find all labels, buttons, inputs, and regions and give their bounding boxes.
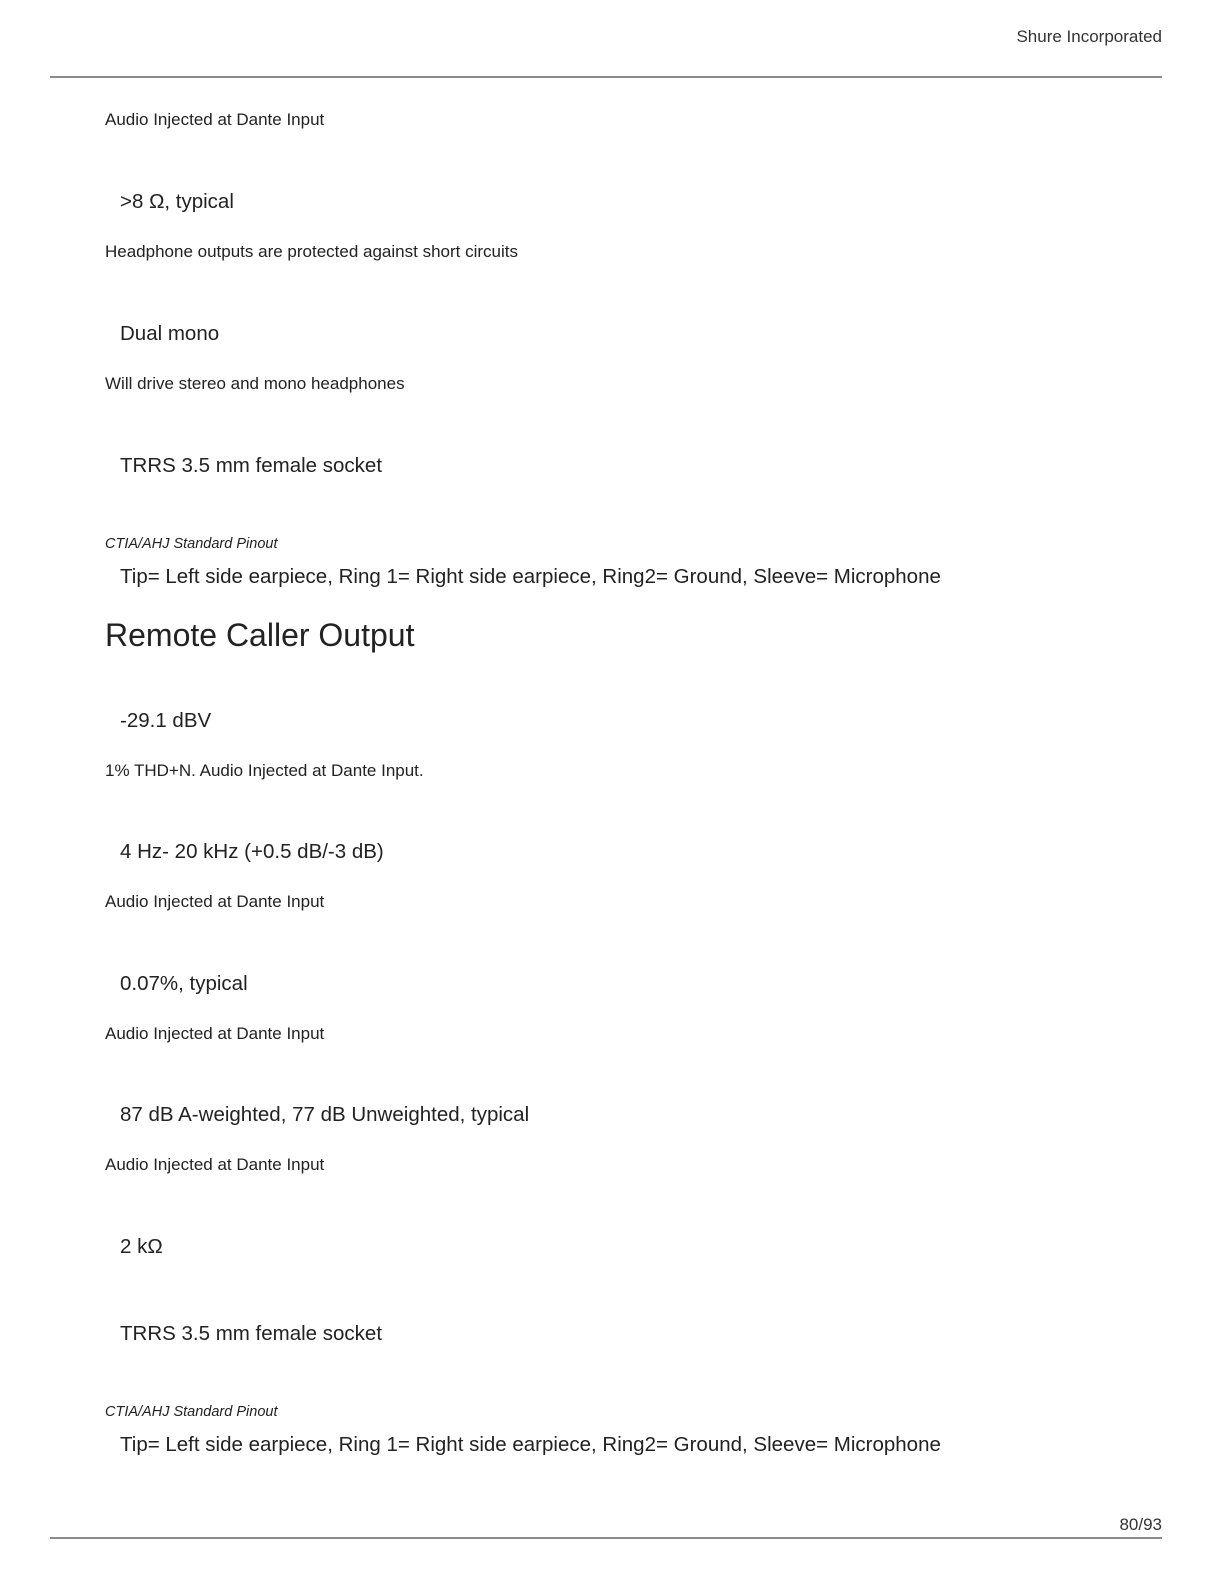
headphone-configuration-value: Dual mono	[120, 322, 220, 345]
output-pinout-value: Tip= Left side earpiece, Ring 1= Right side earpiece, Ring2= Ground, Sleeve= Microphone	[120, 1433, 941, 1456]
frequency-response-value: 4 Hz- 20 kHz (+0.5 dB/-3 dB)	[120, 840, 384, 863]
headphone-impedance-value: >8 Ω, typical	[120, 190, 234, 213]
dynamic-range-value: 87 dB A-weighted, 77 dB Unweighted, typical	[120, 1103, 530, 1126]
headphone-pinout-value: Tip= Left side earpiece, Ring 1= Right side earpiece, Ring2= Ground, Sleeve= Microphone	[120, 565, 941, 588]
header-divider	[50, 76, 1162, 78]
thd-note: Audio Injected at Dante Input	[105, 1024, 325, 1043]
dynamic-range-note: Audio Injected at Dante Input	[105, 1155, 325, 1174]
headphone-impedance-note: Headphone outputs are protected against short circuits	[105, 242, 518, 261]
page-number: 80/93	[1119, 1515, 1162, 1534]
headphone-configuration-note: Will drive stereo and mono headphones	[105, 374, 405, 393]
footer-divider	[50, 1537, 1162, 1539]
max-output-level-note: 1% THD+N. Audio Injected at Dante Input.	[105, 761, 424, 780]
thd-value: 0.07%, typical	[120, 972, 248, 995]
frequency-response-note: Audio Injected at Dante Input	[105, 110, 325, 129]
remote-caller-output-heading: Remote Caller Output	[105, 617, 415, 653]
output-connector-value: TRRS 3.5 mm female socket	[120, 1322, 383, 1345]
frequency-response-note-2: Audio Injected at Dante Input	[105, 892, 325, 911]
output-impedance-value: 2 kΩ	[120, 1235, 163, 1258]
output-pinout-label: CTIA/AHJ Standard Pinout	[105, 1404, 278, 1420]
headphone-pinout-label: CTIA/AHJ Standard Pinout	[105, 536, 278, 552]
max-output-level-value: -29.1 dBV	[120, 709, 212, 732]
header-company-name: Shure Incorporated	[1016, 27, 1162, 46]
headphone-connector-value: TRRS 3.5 mm female socket	[120, 454, 383, 477]
